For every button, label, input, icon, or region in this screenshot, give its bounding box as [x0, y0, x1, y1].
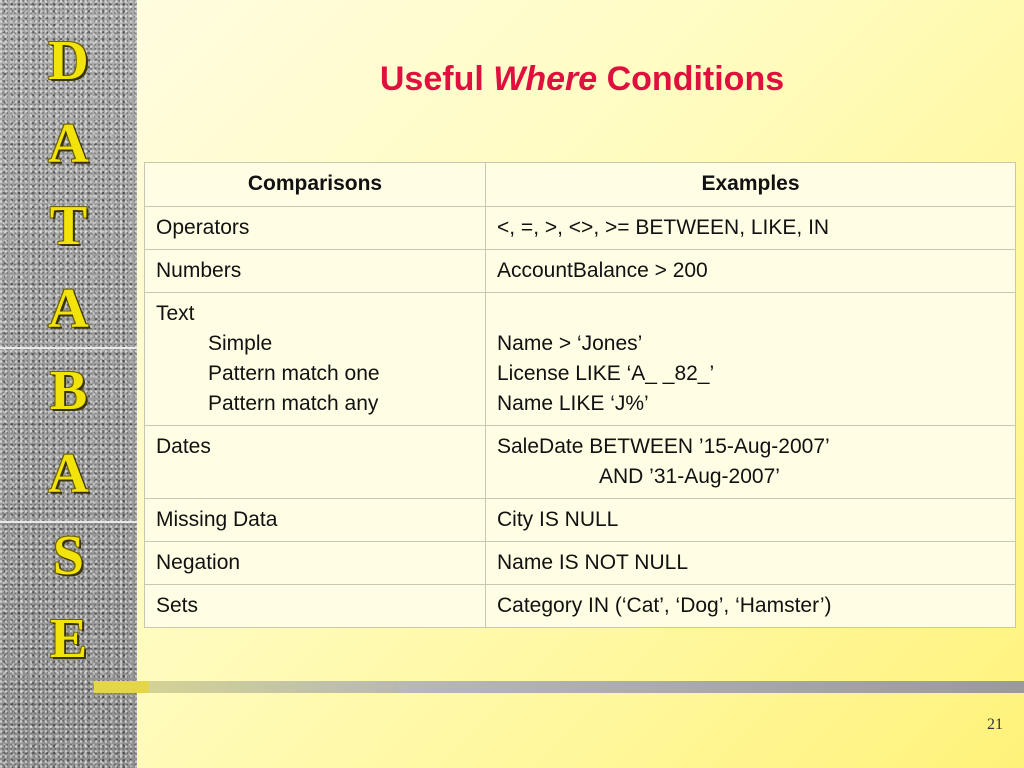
table-row	[145, 585, 1016, 628]
sidebar-letter: E	[49, 607, 88, 670]
comparisons-table	[144, 162, 1016, 628]
row-example-group	[486, 293, 1016, 426]
sidebar-letter: T	[49, 195, 88, 257]
row-label: Missing Data	[145, 499, 486, 542]
page-number: 21	[987, 716, 1003, 733]
row-example: Category IN (‘Cat’, ‘Dog’, ‘Hamster’)	[486, 585, 1016, 628]
row-label: Sets	[145, 585, 486, 628]
simple-label: Simple	[208, 332, 273, 355]
title-emphasis: Where	[493, 60, 598, 98]
row-label-group	[145, 293, 486, 426]
sidebar-letter: D	[48, 30, 89, 92]
sidebar-letter: A	[48, 112, 89, 175]
text-label: Text	[156, 302, 195, 325]
row-example: <, =, >, <>, >= BETWEEN, LIKE, IN	[486, 207, 1016, 250]
row-label: Numbers	[145, 250, 486, 293]
header-comparisons: Comparisons	[145, 163, 486, 207]
slide-title	[140, 60, 1024, 99]
row-label: Negation	[145, 542, 486, 585]
sidebar-letter: A	[48, 442, 89, 505]
table-row	[145, 207, 1016, 250]
footer-rule	[94, 681, 1024, 693]
table-row	[145, 293, 1016, 426]
sidebar-texture	[0, 0, 137, 768]
sidebar-letter: S	[52, 525, 85, 587]
pattern-any-label: Pattern match any	[208, 392, 379, 415]
table-row	[145, 426, 1016, 499]
header-examples: Examples	[486, 163, 1016, 207]
table-row	[145, 499, 1016, 542]
row-example: Name IS NOT NULL	[486, 542, 1016, 585]
row-label: Dates	[145, 426, 486, 499]
sidebar-letters	[0, 20, 137, 680]
pattern-one-label: Pattern match one	[208, 362, 380, 385]
footer-rule-accent	[94, 681, 149, 693]
simple-example: Name > ‘Jones’	[497, 332, 643, 355]
table-row	[145, 542, 1016, 585]
title-prefix: Useful	[379, 60, 494, 98]
title-suffix: Conditions	[597, 60, 785, 98]
sidebar-letter: A	[48, 277, 89, 340]
dates-example-line2: AND ’31-Aug-2007’	[599, 465, 780, 488]
table-header-row	[145, 163, 1016, 207]
table-row	[145, 250, 1016, 293]
pattern-any-example: Name LIKE ‘J%’	[497, 392, 649, 415]
row-example-group	[486, 426, 1016, 499]
pattern-one-example: License LIKE ‘A_ _82_’	[497, 362, 715, 385]
sidebar-letter: B	[49, 360, 88, 422]
row-example: AccountBalance > 200	[486, 250, 1016, 293]
row-example: City IS NULL	[486, 499, 1016, 542]
row-label: Operators	[145, 207, 486, 250]
dates-example-line1: SaleDate BETWEEN ’15-Aug-2007’	[497, 435, 830, 458]
